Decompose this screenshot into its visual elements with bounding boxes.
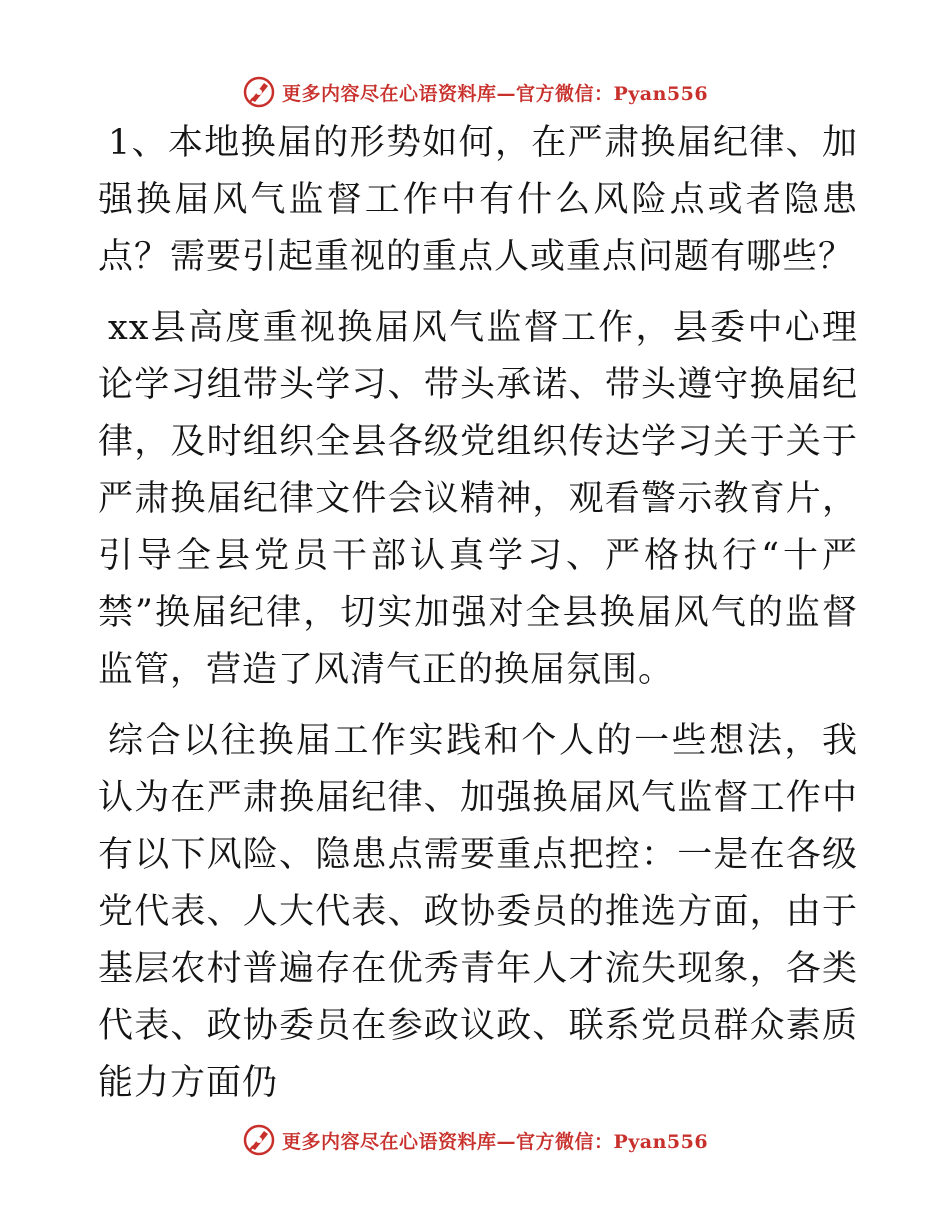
paragraph-overview: xx县高度重视换届风气监督工作，县委中心理论学习组带头学习、带头承诺、带头遵守换届纪律，及时组织全县各级党组织传达学习关于关于严肃换届纪律文件会议精神，观看警示教育片，引导全县党员干部认真学习、严格执行“十严禁”换届纪律，切实加强对全县换届风气的监督监管，营造了风清气正的换届氛围。 — [98, 308, 858, 690]
quill-pen-circle-icon — [242, 1123, 276, 1157]
paragraph-question: 1、本地换届的形势如何，在严肃换届纪律、加强换届风气监督工作中有什么风险点或者隐患点？需要引起重视的重点人或重点问题有哪些？ — [98, 123, 858, 277]
watermark-text: 更多内容尽在心语资料库—官方微信：Pyan556 — [281, 1130, 709, 1153]
header-watermark — [0, 72, 950, 112]
quill-pen-circle-icon — [242, 75, 276, 109]
document-body — [98, 115, 858, 1112]
watermark-text: 更多内容尽在心语资料库—官方微信：Pyan556 — [281, 82, 709, 105]
footer-watermark — [0, 1120, 950, 1160]
paragraph-risks: 综合以往换届工作实践和个人的一些想法，我认为在严肃换届纪律、加强换届风气监督工作中有以下风险、隐患点需要重点把控：一是在各级党代表、人大代表、政协委员的推选方面，由于基层农村普遍存在优秀青年人才流失现象，各类代表、政协委员在参政议政、联系党员群众素质能力方面仍 — [98, 721, 858, 1103]
